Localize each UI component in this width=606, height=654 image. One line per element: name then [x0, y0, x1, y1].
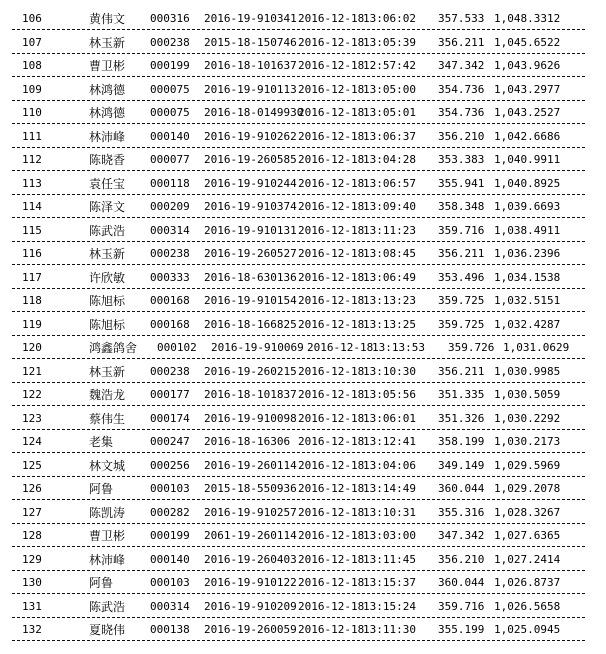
- score-cell: 1,038.4911: [494, 223, 561, 237]
- code-cell: 000314: [150, 223, 190, 237]
- table-row: [12, 171, 585, 195]
- speed-cell: 353.383: [438, 153, 485, 166]
- speed-cell: 353.496: [438, 270, 485, 284]
- table-row: [12, 547, 585, 571]
- score-cell: 1,040.9911: [494, 153, 561, 166]
- speed-cell: 359.725: [438, 317, 485, 331]
- score-cell: 1,036.2396: [494, 247, 561, 260]
- ring-id-cell: 2016-19-260585: [204, 153, 297, 166]
- code-cell: 000118: [150, 176, 190, 190]
- time-cell: 13:15:37: [363, 576, 416, 589]
- score-cell: 1,032.4287: [494, 317, 561, 331]
- name-cell: 陈武浩: [89, 599, 126, 614]
- date-cell: 2016-12-18: [298, 12, 365, 25]
- rank-cell: 131: [22, 599, 42, 613]
- code-cell: 000138: [150, 623, 190, 636]
- name-cell: 陈晓香: [89, 153, 126, 167]
- code-cell: 000209: [150, 200, 190, 213]
- rank-cell: 114: [22, 200, 42, 213]
- date-cell: 2016-12-18: [298, 599, 365, 613]
- code-cell: 000103: [150, 576, 190, 589]
- name-cell: 陈旭标: [89, 294, 126, 308]
- speed-cell: 356.210: [438, 129, 485, 143]
- table-row: [12, 312, 585, 336]
- date-cell: 2016-12-18: [298, 364, 365, 378]
- date-cell: 2016-12-18: [298, 529, 365, 542]
- speed-cell: 359.725: [438, 294, 485, 307]
- date-cell: 2016-12-18: [298, 411, 365, 425]
- date-cell: 2016-12-18: [298, 317, 365, 331]
- date-cell: 2016-12-18: [298, 35, 365, 49]
- speed-cell: 356.211: [438, 35, 485, 49]
- name-cell: 老集: [89, 435, 114, 449]
- time-cell: 13:09:40: [363, 200, 416, 213]
- code-cell: 000140: [150, 129, 190, 143]
- rank-cell: 108: [22, 59, 42, 72]
- rank-cell: 126: [22, 482, 42, 495]
- speed-cell: 360.044: [438, 576, 485, 589]
- time-cell: 13:11:45: [363, 552, 416, 566]
- ring-id-cell: 2016-18-166825: [204, 317, 297, 331]
- score-cell: 1,028.3267: [494, 505, 561, 519]
- name-cell: 阿鲁: [89, 576, 114, 590]
- table-row: [12, 218, 585, 242]
- code-cell: 000103: [150, 482, 190, 495]
- speed-cell: 359.716: [438, 223, 485, 237]
- speed-cell: 354.736: [438, 106, 485, 119]
- ring-id-cell: 2016-19-910154: [204, 294, 297, 307]
- name-cell: 蔡伟生: [89, 411, 126, 426]
- speed-cell: 347.342: [438, 529, 485, 542]
- name-cell: 魏浩龙: [89, 388, 126, 402]
- rank-cell: 107: [22, 35, 42, 49]
- rank-cell: 106: [22, 12, 42, 25]
- table-row: [12, 54, 585, 78]
- score-cell: 1,027.2414: [494, 552, 561, 566]
- rank-cell: 117: [22, 270, 42, 284]
- time-cell: 13:13:23: [363, 294, 416, 307]
- speed-cell: 356.211: [438, 364, 485, 378]
- rank-cell: 116: [22, 247, 42, 260]
- date-cell: 2016-12-18: [298, 552, 365, 566]
- code-cell: 000075: [150, 82, 190, 96]
- ring-id-cell: 2016-18-16306: [204, 435, 291, 448]
- score-cell: 1,027.6365: [494, 529, 561, 542]
- time-cell: 13:06:02: [363, 12, 416, 25]
- rank-cell: 124: [22, 435, 42, 448]
- name-cell: 林鸿德: [89, 82, 126, 97]
- date-cell: 2016-12-18: [298, 82, 365, 96]
- date-cell: 2016-12-18: [298, 505, 365, 519]
- date-cell: 2016-12-18: [298, 388, 365, 401]
- rank-cell: 109: [22, 82, 42, 96]
- rank-cell: 113: [22, 176, 42, 190]
- code-cell: 000075: [150, 106, 190, 119]
- table-row: [12, 30, 585, 54]
- speed-cell: 351.326: [438, 411, 485, 425]
- ring-id-cell: 2016-19-260059: [204, 623, 297, 636]
- table-row: [12, 453, 585, 477]
- name-cell: 林玉新: [89, 247, 126, 261]
- name-cell: 曹卫彬: [89, 529, 126, 543]
- speed-cell: 354.736: [438, 82, 485, 96]
- score-cell: 1,026.5658: [494, 599, 561, 613]
- code-cell: 000199: [150, 59, 190, 72]
- time-cell: 13:04:28: [363, 153, 416, 166]
- rank-cell: 130: [22, 576, 42, 589]
- time-cell: 13:12:41: [363, 435, 416, 448]
- rank-cell: 118: [22, 294, 42, 307]
- rank-cell: 123: [22, 411, 42, 425]
- score-cell: 1,043.9626: [494, 59, 561, 72]
- ring-id-cell: 2015-18-550936: [204, 482, 297, 495]
- name-cell: 林沛峰: [89, 552, 126, 567]
- time-cell: 13:15:24: [363, 599, 416, 613]
- table-row: [12, 618, 585, 642]
- code-cell: 000238: [150, 364, 190, 378]
- date-cell: 2016-12-18: [298, 200, 365, 213]
- ring-id-cell: 2016-19-910244: [204, 176, 297, 190]
- table-row: [12, 242, 585, 266]
- score-cell: 1,040.8925: [494, 176, 561, 190]
- score-cell: 1,031.0629: [503, 341, 570, 354]
- rank-cell: 115: [22, 223, 42, 237]
- date-cell: 2016-12-18: [298, 247, 365, 260]
- date-cell: 2016-12-18: [298, 294, 365, 307]
- ring-id-cell: 2016-19-910374: [204, 200, 297, 213]
- rank-cell: 132: [22, 623, 42, 636]
- speed-cell: 356.210: [438, 552, 485, 566]
- score-cell: 1,032.5151: [494, 294, 561, 307]
- table-row: [12, 0, 585, 30]
- ring-id-cell: 2016-19-260215: [204, 364, 297, 378]
- code-cell: 000077: [150, 153, 190, 166]
- name-cell: 曹卫彬: [89, 59, 126, 73]
- name-cell: 黄伟文: [89, 12, 126, 26]
- date-cell: 2016-12-18: [298, 223, 365, 237]
- ring-id-cell: 2016-19-910122: [204, 576, 297, 589]
- code-cell: 000247: [150, 435, 190, 448]
- ring-id-cell: 2016-18-630136: [204, 270, 297, 284]
- time-cell: 13:11:23: [363, 223, 416, 237]
- rank-cell: 125: [22, 458, 42, 472]
- code-cell: 000168: [150, 317, 190, 331]
- name-cell: 阿鲁: [89, 482, 114, 496]
- table-row: [12, 359, 585, 383]
- rank-cell: 128: [22, 529, 42, 542]
- table-row: [12, 524, 585, 548]
- ring-id-cell: 2061-19-260114: [204, 529, 297, 542]
- time-cell: 13:03:00: [363, 529, 416, 542]
- ring-id-cell: 2016-18-101837: [204, 388, 297, 401]
- time-cell: 13:04:06: [363, 458, 416, 472]
- code-cell: 000177: [150, 388, 190, 401]
- time-cell: 13:06:49: [363, 270, 416, 284]
- ring-id-cell: 2016-19-910113: [204, 82, 297, 96]
- speed-cell: 351.335: [438, 388, 485, 401]
- name-cell: 林玉新: [89, 364, 126, 379]
- rank-cell: 120: [22, 341, 42, 354]
- speed-cell: 360.044: [438, 482, 485, 495]
- speed-cell: 359.726: [448, 341, 495, 354]
- table-row: [12, 265, 585, 289]
- code-cell: 000282: [150, 505, 190, 519]
- name-cell: 袁任宝: [89, 176, 126, 191]
- date-cell: 2016-12-18: [298, 270, 365, 284]
- table-row: [12, 500, 585, 524]
- ring-id-cell: 2016-19-910069: [211, 341, 304, 354]
- name-cell: 林鸿德: [89, 106, 126, 120]
- rank-cell: 119: [22, 317, 42, 331]
- rank-cell: 111: [22, 129, 42, 143]
- name-cell: 林沛峰: [89, 129, 126, 144]
- time-cell: 13:06:57: [363, 176, 416, 190]
- ring-id-cell: 2016-19-910341: [204, 12, 297, 25]
- time-cell: 13:05:00: [363, 82, 416, 96]
- rank-cell: 129: [22, 552, 42, 566]
- time-cell: 13:13:25: [363, 317, 416, 331]
- rank-cell: 122: [22, 388, 42, 401]
- speed-cell: 356.211: [438, 247, 485, 260]
- score-cell: 1,026.8737: [494, 576, 561, 589]
- time-cell: 13:14:49: [363, 482, 416, 495]
- time-cell: 13:13:53: [372, 341, 425, 354]
- date-cell: 2016-12-18: [298, 623, 365, 636]
- speed-cell: 358.348: [438, 200, 485, 213]
- time-cell: 13:11:30: [363, 623, 416, 636]
- ring-id-cell: 2016-18-0149930: [204, 106, 304, 119]
- code-cell: 000238: [150, 35, 190, 49]
- score-cell: 1,039.6693: [494, 200, 561, 213]
- speed-cell: 349.149: [438, 458, 485, 472]
- table-row: [12, 77, 585, 101]
- score-cell: 1,029.2078: [494, 482, 561, 495]
- score-cell: 1,029.5969: [494, 458, 561, 472]
- speed-cell: 355.199: [438, 623, 485, 636]
- speed-cell: 355.941: [438, 176, 485, 190]
- code-cell: 000316: [150, 12, 190, 25]
- rank-cell: 121: [22, 364, 42, 378]
- table-row: [12, 383, 585, 407]
- rank-cell: 112: [22, 153, 42, 166]
- table-row: [12, 477, 585, 501]
- name-cell: 许欣敏: [89, 270, 126, 285]
- table-row: [12, 406, 585, 430]
- name-cell: 林玉新: [89, 35, 126, 50]
- rank-cell: 127: [22, 505, 42, 519]
- score-cell: 1,042.6686: [494, 129, 561, 143]
- ring-id-cell: 2015-18-150746: [204, 35, 297, 49]
- table-row: [12, 148, 585, 172]
- name-cell: 陈凯涛: [89, 505, 126, 520]
- code-cell: 000333: [150, 270, 190, 284]
- score-cell: 1,030.5059: [494, 388, 561, 401]
- time-cell: 13:08:45: [363, 247, 416, 260]
- date-cell: 2016-12-18: [298, 176, 365, 190]
- name-cell: 陈旭标: [89, 317, 126, 332]
- date-cell: 2016-12-18: [298, 458, 365, 472]
- table-row: [12, 124, 585, 148]
- ring-id-cell: 2016-19-260403: [204, 552, 297, 566]
- time-cell: 13:06:37: [363, 129, 416, 143]
- ring-id-cell: 2016-19-910262: [204, 129, 297, 143]
- ring-id-cell: 2016-19-910098: [204, 411, 297, 425]
- ring-id-cell: 2016-19-910257: [204, 505, 297, 519]
- rank-cell: 110: [22, 106, 42, 119]
- time-cell: 13:05:39: [363, 35, 416, 49]
- score-cell: 1,043.2977: [494, 82, 561, 96]
- code-cell: 000102: [157, 341, 197, 354]
- speed-cell: 355.316: [438, 505, 485, 519]
- table-row: [12, 336, 585, 360]
- ring-id-cell: 2016-19-260114: [204, 458, 297, 472]
- code-cell: 000238: [150, 247, 190, 260]
- date-cell: 2016-12-18: [298, 153, 365, 166]
- ring-id-cell: 2016-19-910131: [204, 223, 297, 237]
- time-cell: 13:05:56: [363, 388, 416, 401]
- speed-cell: 357.533: [438, 12, 485, 25]
- score-cell: 1,043.2527: [494, 106, 561, 119]
- date-cell: 2016-12-18: [307, 341, 374, 354]
- code-cell: 000256: [150, 458, 190, 472]
- score-cell: 1,045.6522: [494, 35, 561, 49]
- score-cell: 1,025.0945: [494, 623, 561, 636]
- table-row: [12, 430, 585, 454]
- table-row: [12, 101, 585, 125]
- time-cell: 13:10:31: [363, 505, 416, 519]
- ring-id-cell: 2016-18-101637: [204, 59, 297, 72]
- speed-cell: 359.716: [438, 599, 485, 613]
- name-cell: 林文城: [89, 458, 126, 473]
- code-cell: 000314: [150, 599, 190, 613]
- score-cell: 1,048.3312: [494, 12, 561, 25]
- speed-cell: 358.199: [438, 435, 485, 448]
- ring-id-cell: 2016-19-910209: [204, 599, 297, 613]
- time-cell: 13:10:30: [363, 364, 416, 378]
- score-cell: 1,030.2292: [494, 411, 561, 425]
- name-cell: 夏晓伟: [89, 623, 126, 637]
- date-cell: 2016-12-18: [298, 435, 365, 448]
- score-cell: 1,034.1538: [494, 270, 561, 284]
- table-row: [12, 289, 585, 313]
- date-cell: 2016-12-18: [298, 482, 365, 495]
- table-row: [12, 571, 585, 595]
- date-cell: 2016-12-18: [298, 129, 365, 143]
- table-row: [12, 195, 585, 219]
- code-cell: 000174: [150, 411, 190, 425]
- name-cell: 鸿鑫鸽舍: [89, 341, 138, 355]
- date-cell: 2016-12-18: [298, 576, 365, 589]
- ring-id-cell: 2016-19-260527: [204, 247, 297, 260]
- time-cell: 12:57:42: [363, 59, 416, 72]
- code-cell: 000140: [150, 552, 190, 566]
- score-cell: 1,030.2173: [494, 435, 561, 448]
- table-row: [12, 594, 585, 618]
- code-cell: 000168: [150, 294, 190, 307]
- score-cell: 1,030.9985: [494, 364, 561, 378]
- name-cell: 陈泽文: [89, 200, 126, 214]
- name-cell: 陈武浩: [89, 223, 126, 238]
- date-cell: 2016-12-18: [298, 106, 365, 119]
- speed-cell: 347.342: [438, 59, 485, 72]
- date-cell: 2016-12-18: [298, 59, 365, 72]
- code-cell: 000199: [150, 529, 190, 542]
- time-cell: 13:06:01: [363, 411, 416, 425]
- time-cell: 13:05:01: [363, 106, 416, 119]
